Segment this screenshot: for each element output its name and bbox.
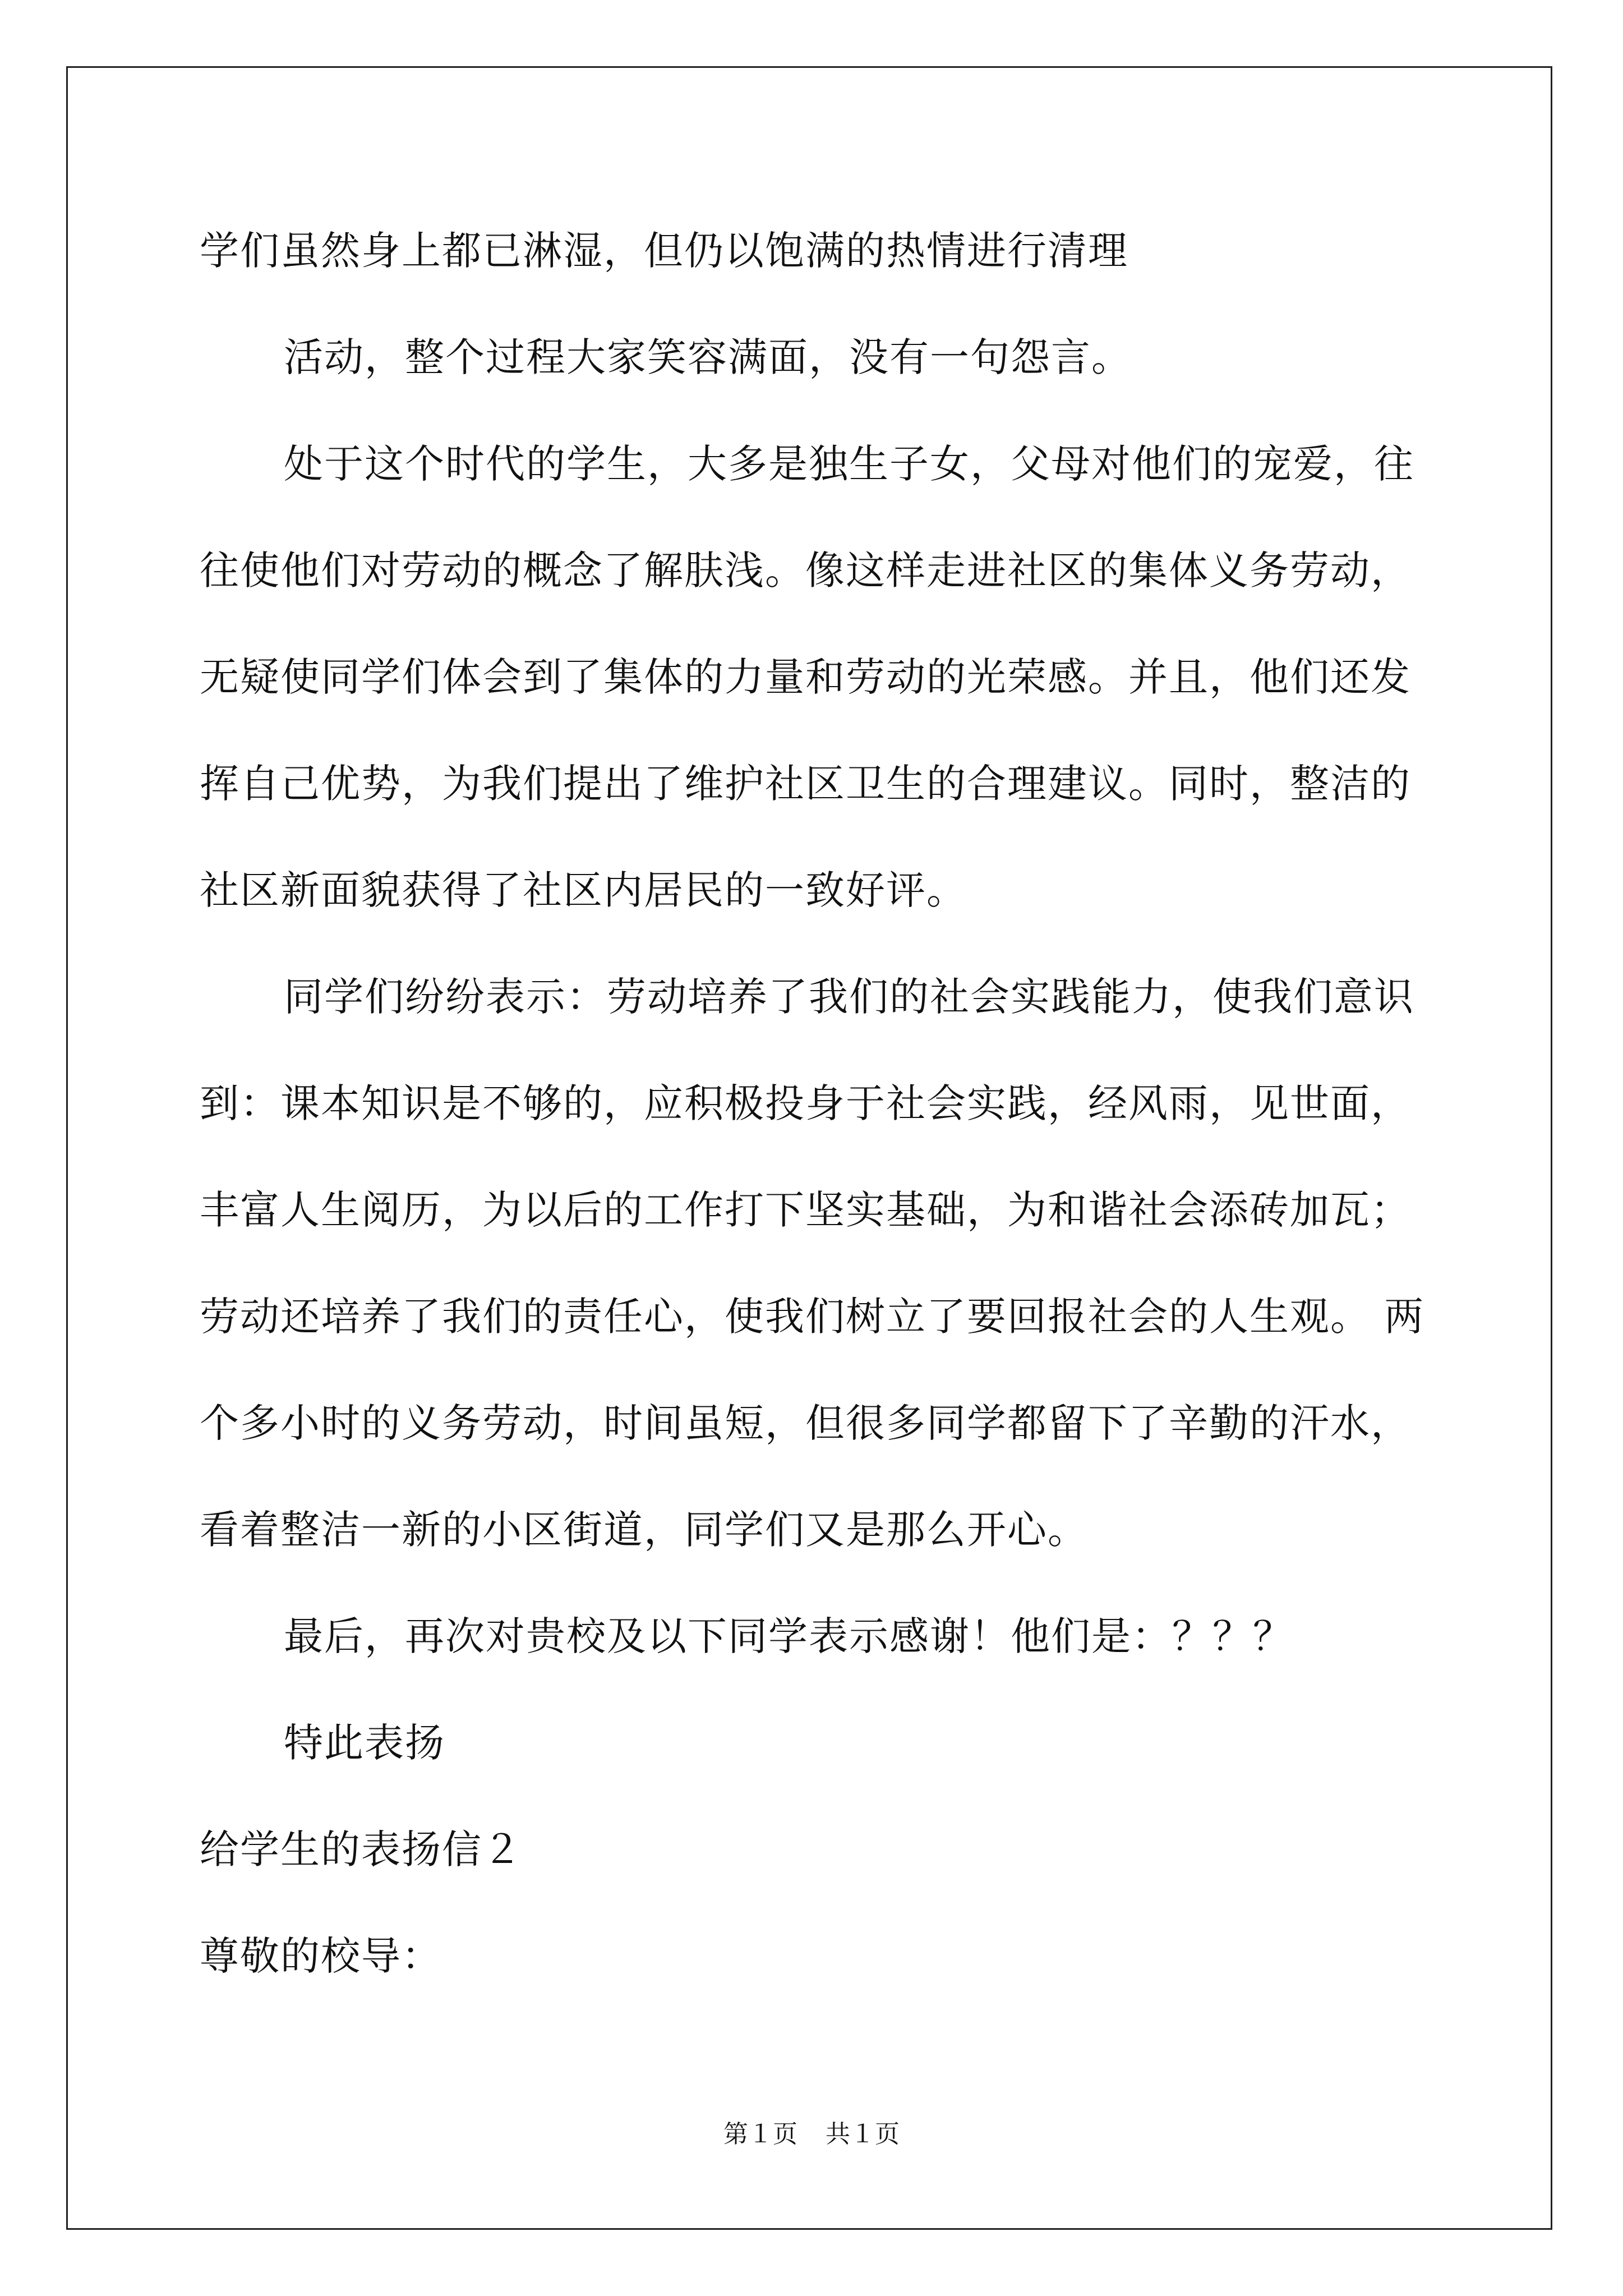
paragraph-line: 看着整洁一新的小区街道，同学们又是那么开心。 [200,1507,1088,1553]
paragraph-line: 往使他们对劳动的概念了解肤浅。像这样走进社区的集体义务劳动， [200,547,1411,593]
paragraph-line: 到：课本知识是不够的，应积极投身于社会实践，经风雨，见世面， [200,1080,1411,1126]
page-number: 第１页 [723,2120,797,2148]
paragraph-line: 学们虽然身上都已淋湿，但仍以饱满的热情进行清理 [200,228,1128,274]
paragraph-line: 无疑使同学们体会到了集体的力量和劳动的光荣感。并且，他们还发 [200,654,1411,700]
section-heading: 给学生的表扬信２ [200,1826,523,1872]
paragraph-line: 劳动还培养了我们的责任心，使我们树立了要回报社会的人生观。 两 [200,1294,1425,1340]
paragraph-line: 活动，整个过程大家笑容满面，没有一句怨言。 [284,334,1132,380]
salutation: 尊敬的校导： [200,1933,442,1979]
paragraph-line: 处于这个时代的学生，大多是独生子女，父母对他们的宠爱，往 [284,441,1414,487]
paragraph-line: 最后，再次对贵校及以下同学表示感谢！他们是：？？？ [284,1613,1293,1659]
paragraph-line: 社区新面貌获得了社区内居民的一致好评。 [200,867,967,913]
page-footer [0,2118,1623,2151]
page-border [66,66,1552,2230]
paragraph-line: 特此表扬 [284,1720,445,1766]
paragraph-line: 挥自己优势，为我们提出了维护社区卫生的合理建议。同时，整洁的 [200,761,1411,807]
paragraph-line: 丰富人生阅历，为以后的工作打下坚实基础，为和谐社会添砖加瓦； [200,1187,1411,1233]
page-total: 共１页 [826,2120,900,2148]
paragraph-line: 个多小时的义务劳动，时间虽短，但很多同学都留下了辛勤的汗水， [200,1400,1411,1446]
paragraph-line: 同学们纷纷表示：劳动培养了我们的社会实践能力，使我们意识 [284,974,1414,1020]
